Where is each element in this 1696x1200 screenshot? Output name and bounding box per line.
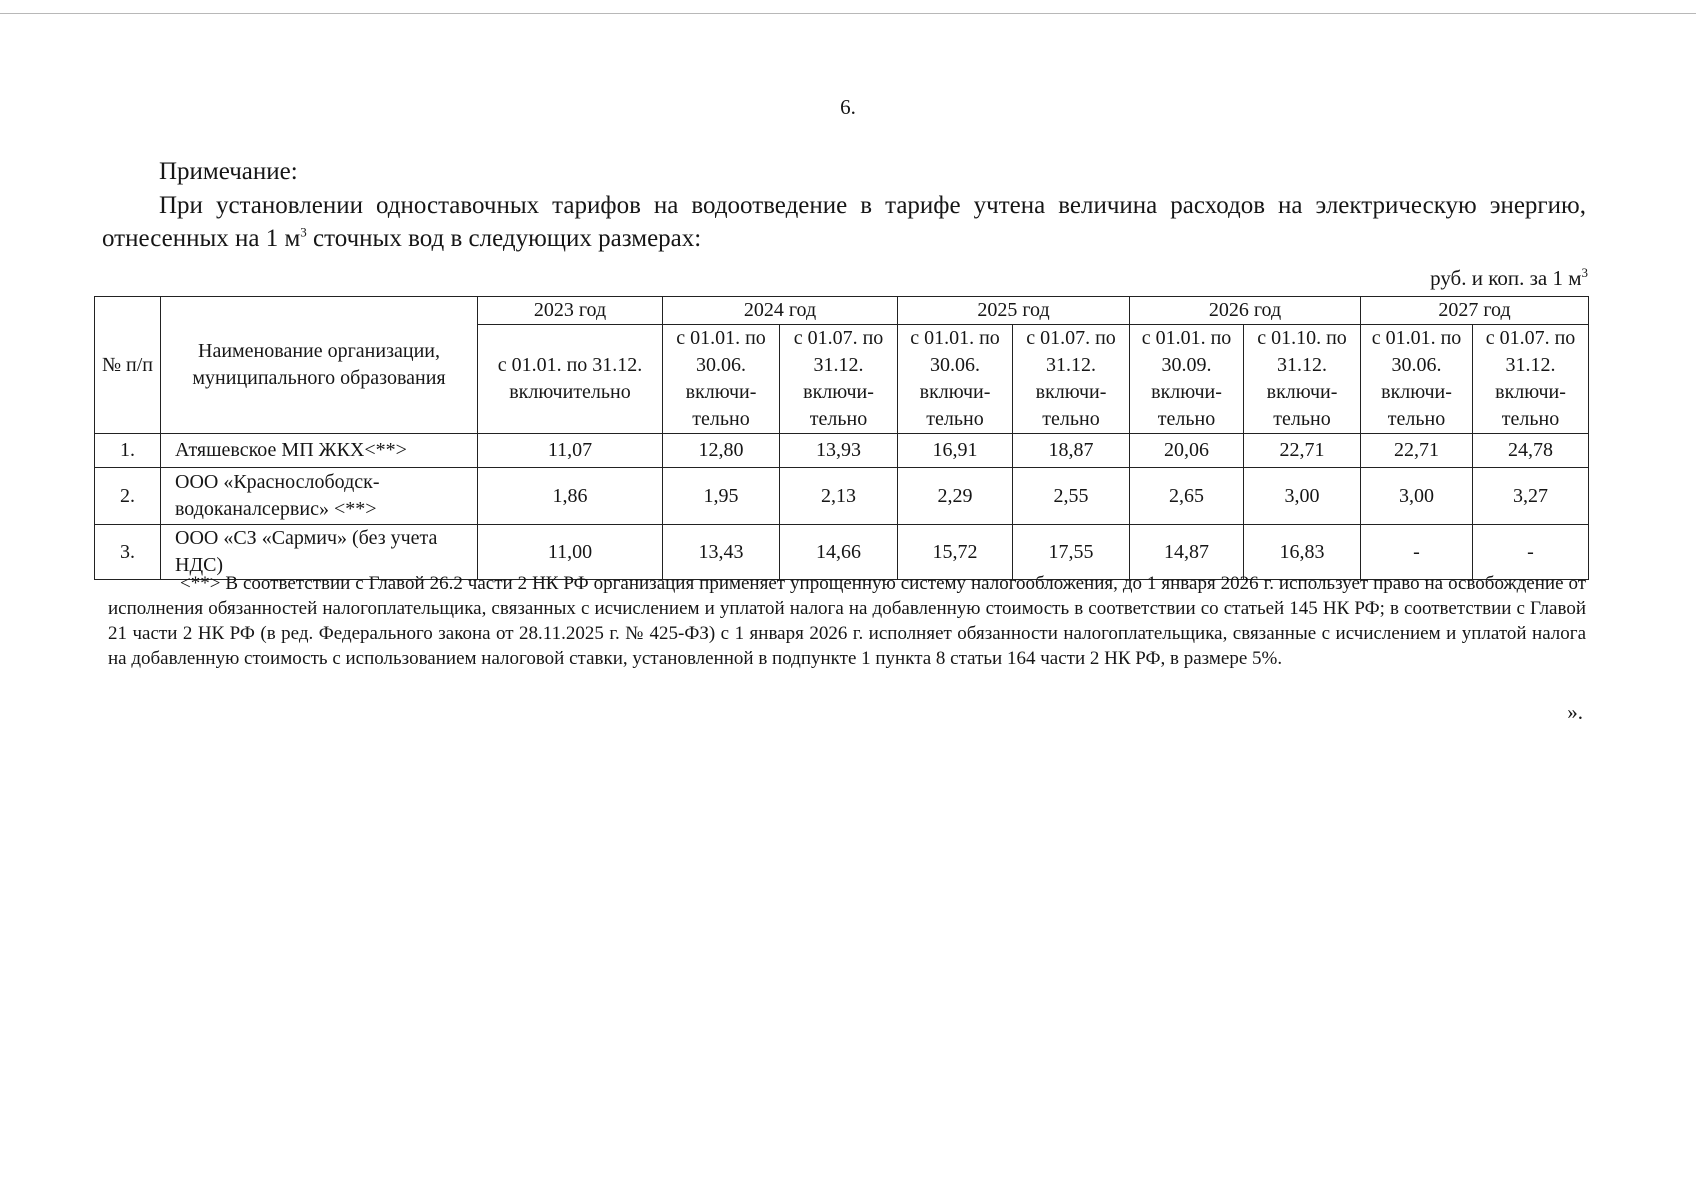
table-row [95,434,1589,468]
row-value: 24,78 [1473,434,1589,468]
row-value: - [1361,525,1473,580]
units-text: руб. и коп. за 1 м [1430,266,1582,290]
units-superscript: 3 [1581,265,1588,280]
row-value: 3,00 [1244,468,1361,525]
header-name: Наименование организации, муниципального образования [161,297,478,434]
row-num: 3. [95,525,161,580]
header-period: с 01.01. по 31.12. включительно [478,325,663,434]
header-period: с 01.01. по 30.06. включи- тельно [663,325,780,434]
row-num: 2. [95,468,161,525]
header-year: 2026 год [1130,297,1361,325]
note-title: Примечание: [159,158,298,185]
row-value: 2,13 [780,468,898,525]
header-period: с 01.07. по 31.12. включи- тельно [1473,325,1589,434]
header-period: с 01.07. по 31.12. включи- тельно [780,325,898,434]
row-value: - [1473,525,1589,580]
header-year: 2025 год [898,297,1130,325]
note-text: При установлении одноставочных тарифов на водоотведение в тарифе учтена величина расходов на электрическую энергию, отнесенных на 1 м [102,192,1586,252]
page-number: 6. [840,95,856,119]
row-org-name: Атяшевское МП ЖКХ<**> [161,434,478,468]
row-value: 16,91 [898,434,1013,468]
scan-edge-line [0,13,1696,14]
row-value: 2,55 [1013,468,1130,525]
note-superscript: 3 [300,224,307,240]
header-period: с 01.01. по 30.09. включи- тельно [1130,325,1244,434]
row-value: 1,95 [663,468,780,525]
closing-quote: ». [1567,700,1583,724]
tariff-table [94,296,1589,580]
header-year: 2024 год [663,297,898,325]
row-value: 15,72 [898,525,1013,580]
row-num: 1. [95,434,161,468]
header-year: 2023 год [478,297,663,325]
header-num: № п/п [95,297,161,434]
row-value: 17,55 [1013,525,1130,580]
row-org-name: ООО «СЗ «Сармич» (без учета НДС) [161,525,478,580]
units-label [1430,266,1588,291]
row-value: 11,07 [478,434,663,468]
table-row [95,468,1589,525]
row-value: 14,87 [1130,525,1244,580]
row-value: 22,71 [1361,434,1473,468]
row-value: 2,29 [898,468,1013,525]
row-value: 14,66 [780,525,898,580]
row-value: 22,71 [1244,434,1361,468]
header-period: с 01.10. по 31.12. включи- тельно [1244,325,1361,434]
row-value: 11,00 [478,525,663,580]
header-period: с 01.01. по 30.06. включи- тельно [1361,325,1473,434]
footnote: <**> В соответствии с Главой 26.2 части 2 НК РФ организация применяет упрощенную систему налогообложения, до 1 января 2026 г. использует право на освобождение от исполнения обязанностей налогоплательщика, связанных с исчислением и уплатой налога на добавленную стоимость в соответствии со статьей 145 НК РФ; в соответствии с Главой 21 части 2 НК РФ (в ред. Федерального закона от 28.11.2025 г. № 425-ФЗ) с 1 января 2026 г. исполняет обязанности налогоплательщика, связанные с исчислением и уплатой налога на добавленную стоимость с использованием налоговой ставки, установленной в подпункте 1 пункта 8 статьи 164 части 2 НК РФ, в размере 5%. [108,573,1586,669]
header-year: 2027 год [1361,297,1589,325]
header-period: с 01.07. по 31.12. включи- тельно [1013,325,1130,434]
row-value: 1,86 [478,468,663,525]
row-value: 13,43 [663,525,780,580]
note-paragraph [102,189,1586,255]
row-value: 20,06 [1130,434,1244,468]
row-value: 18,87 [1013,434,1130,468]
header-period: с 01.01. по 30.06. включи- тельно [898,325,1013,434]
row-value: 12,80 [663,434,780,468]
row-value: 16,83 [1244,525,1361,580]
note-text-end: сточных вод в следующих размерах: [306,225,702,252]
row-value: 3,27 [1473,468,1589,525]
header-row-years [95,297,1589,325]
row-value: 2,65 [1130,468,1244,525]
row-value: 3,00 [1361,468,1473,525]
row-value: 13,93 [780,434,898,468]
row-org-name: ООО «Краснослободск-водоканалсервис» <**> [161,468,478,525]
